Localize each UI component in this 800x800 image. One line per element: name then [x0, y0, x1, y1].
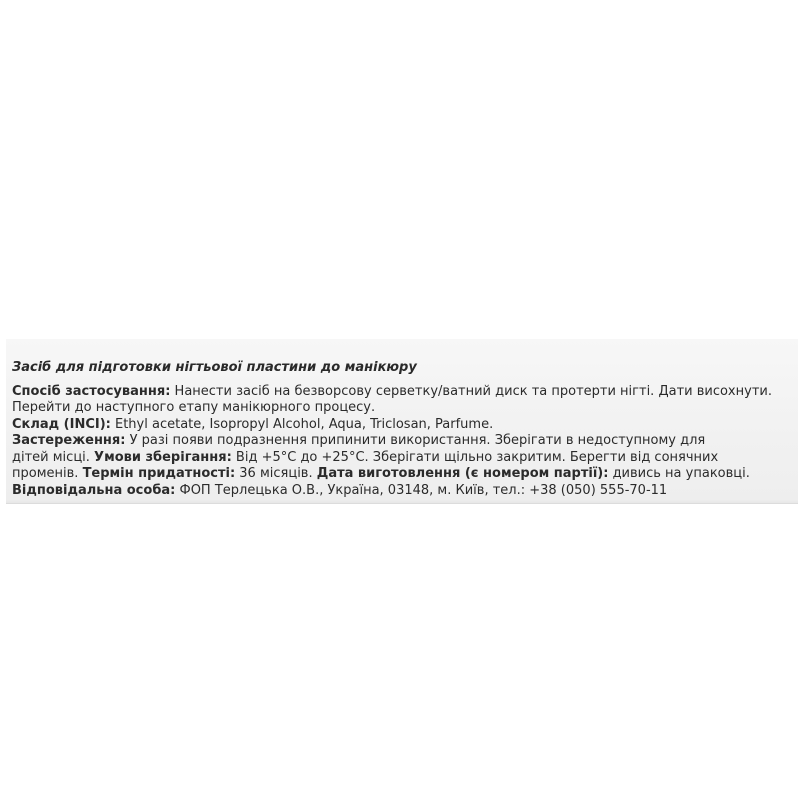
storage-text-2: променів. — [12, 466, 83, 481]
usage-text-2: Перейти до наступного етапу манікюрного процесу. — [12, 400, 376, 415]
label-text-block — [12, 360, 772, 499]
storage-text-1: Від +5°C до +25°C. Зберігати щільно закритим. Берегти від сонячних — [231, 449, 719, 465]
responsible-line — [12, 483, 772, 500]
storage-heading: Умови зберігання: — [94, 449, 232, 465]
usage-line-1 — [12, 384, 772, 401]
warnings-heading: Застереження: — [12, 433, 126, 448]
storage-line-2 — [12, 466, 772, 483]
composition-line — [12, 417, 772, 434]
warnings-text-2: дітей місці. — [12, 449, 95, 465]
responsible-text: ФОП Терлецька О.В., Україна, 03148, м. Київ, тел.: +38 (050) 555-70-11 — [175, 482, 668, 498]
composition-text: Ethyl acetate, Isopropyl Alcohol, Aqua, Triclosan, Parfume. — [110, 416, 494, 432]
composition-heading: Склад (INCI): — [12, 416, 111, 432]
manufacture-date-heading: Дата виготовлення (є номером партії): — [316, 466, 609, 481]
warnings-text-1: У разі появи подразнення припинити використання. Зберігати в недоступному для — [125, 433, 706, 448]
shelf-life-text: 36 місяців. — [235, 466, 317, 481]
label-title: Засіб для підготовки нігтьової пластини до манікюру — [12, 360, 417, 375]
responsible-heading: Відповідальна особа: — [12, 482, 176, 498]
warnings-line-1 — [12, 433, 772, 450]
shelf-life-heading: Термін придатності: — [82, 466, 236, 481]
usage-text-1: Нанести засіб на безворсову серветку/ватний диск та протерти нігті. Дати висохнути. — [170, 383, 772, 399]
warnings-line-2 — [12, 450, 772, 467]
usage-heading: Спосіб застосування: — [12, 383, 171, 399]
usage-line-2 — [12, 400, 772, 417]
manufacture-date-text: дивись на упаковці. — [608, 466, 750, 481]
